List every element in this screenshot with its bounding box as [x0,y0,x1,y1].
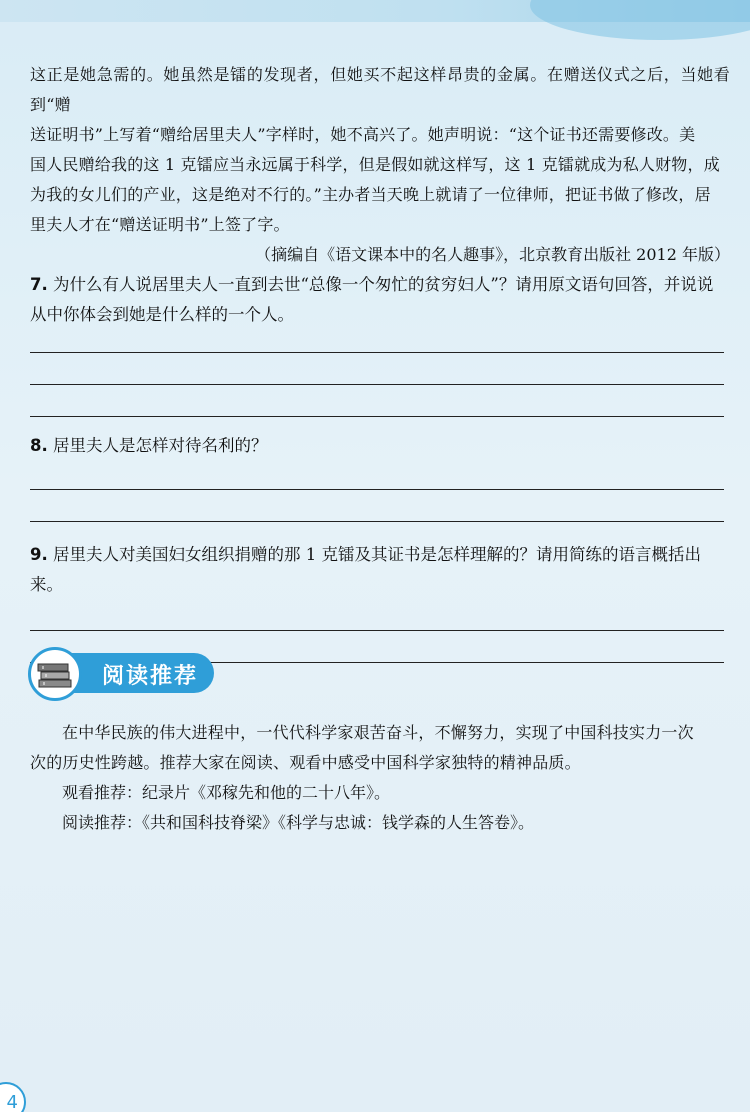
passage-line: 送证明书”上写着“赠给居里夫人”字样时，她不高兴了。她声明说：“这个证书还需要修改。美 [30,125,696,144]
intro-line: 在中华民族的伟大进程中，一代代科学家艰苦奋斗，不懈努力，实现了中国科技实力一次 [62,723,694,742]
question-number: 9. [30,545,48,564]
passage-line: 为我的女儿们的产业，这是绝对不行的。”主办者当天晚上就请了一位律师，把证书做了修改，居 [30,185,711,204]
reading-recommend-body [30,718,730,838]
question-text: 为什么有人说居里夫人一直到去世“总像一个匆忙的贫穷妇人”？请用原文语句回答，并说说 [53,275,714,294]
question-line: 从中你体会到她是什么样的一个人。 [30,305,294,324]
passage-line: 这正是她急需的。她虽然是镭的发现者，但她买不起这样昂贵的金属。在赠送仪式之后，当她看到“赠 [30,65,730,114]
passage-line: 国人民赠给我的这 1 克镭应当永远属于科学，但是假如就这样写，这 1 克镭就成为私人财物，成 [30,155,720,174]
read-recommendation: 阅读推荐：《共和国科技脊梁》《科学与忠诚：钱学森的人生答卷》。 [62,813,535,832]
section-title: 阅读推荐 [102,664,199,689]
books-icon [28,647,82,701]
passage-line: 里夫人才在“赠送证明书”上签了字。 [30,215,290,234]
reading-recommend-banner [28,647,218,697]
question-7 [30,270,730,417]
question-text: 居里夫人是怎样对待名利的？ [53,436,268,455]
question-text: 居里夫人对美国妇女组织捐赠的那 1 克镭及其证书是怎样理解的？请用简练的语言概括出来。 [30,545,701,594]
intro-line: 次的历史性跨越。推荐大家在阅读、观看中感受中国科学家独特的精神品质。 [30,753,581,772]
question-number: 7. [30,275,48,294]
top-curve-decoration [530,0,750,40]
question-line [30,540,730,600]
passage-source: （摘编自《语文课本中的名人趣事》，北京教育出版社 2012 年版） [255,245,730,264]
question-9 [30,540,730,663]
question-line [30,270,730,300]
question-number: 8. [30,436,48,455]
question-8 [30,431,730,522]
passage-area [30,60,730,663]
question-line [30,431,730,461]
page-number: 4 [0,1082,26,1112]
watch-recommendation: 观看推荐：纪录片《邓稼先和他的二十八年》。 [62,783,391,802]
